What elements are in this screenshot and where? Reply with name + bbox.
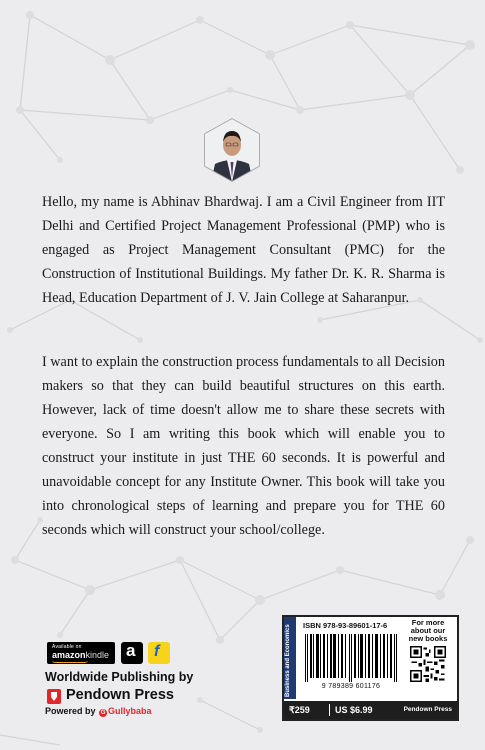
isbn-barcode-box (282, 615, 459, 721)
qr-code-icon[interactable] (410, 646, 446, 682)
gullybaba-icon: G (100, 710, 106, 716)
worldwide-publishing-label: Worldwide Publishing by (45, 670, 194, 684)
book-description-paragraph: I want to explain the construction process fundamentals to all Decision makers so that they can build beautiful structures on this earth. However, lack of time doesn't allow me to share these secrets with everyone. So I am writing this book which will enable you to construct your institute in just THE 60 seconds. It is powerful and unavoidable concept for any Institute Owner. This book will take you into chronological steps of learning and prepare you for THE 60 seconds which will construct your school/college. (42, 354, 445, 538)
category-spine (284, 617, 296, 699)
author-bio-paragraph: Hello, my name is Abhinav Bhardwaj. I am a Civil Engineer from IIT Delhi and Certified Project Management Professional (PMP) who is engaged as Project Management Consultant (PMC) for the Construction of Institutional Buildings. My father Dr. K. R. Sharma is Head, Education Department of J. V. Jain College at Saharanpur. (42, 194, 445, 306)
pendown-logo-icon (47, 689, 61, 704)
price-divider (329, 704, 330, 716)
price-publisher-label: Pendown Press (403, 706, 452, 713)
amazon-smile-icon (52, 660, 88, 663)
amazon-kindle-badge[interactable] (47, 642, 115, 664)
price-bar (284, 701, 457, 719)
barcode-number: 9 789389 601176 (321, 683, 381, 690)
pendown-press-logo (45, 686, 185, 706)
isbn-number: ISBN 978-93-89601-17-6 (303, 621, 388, 630)
available-on-label: Available on (52, 644, 82, 650)
more-books-note: For more about our new books (408, 618, 448, 643)
author-photo (203, 118, 261, 182)
category-label: Business and Economics (285, 624, 291, 697)
barcode-image (303, 634, 399, 682)
publisher-name: Pendown Press (66, 687, 174, 703)
amazon-app-icon[interactable]: a (121, 642, 143, 664)
price-usd: US $6.99 (335, 705, 373, 715)
flipkart-icon[interactable]: f (148, 642, 170, 664)
amazon-kindle-label: amazonkindle (52, 650, 110, 660)
powered-by-label: Powered by G Gullybaba (45, 706, 152, 716)
price-inr: ₹259 (289, 705, 310, 715)
